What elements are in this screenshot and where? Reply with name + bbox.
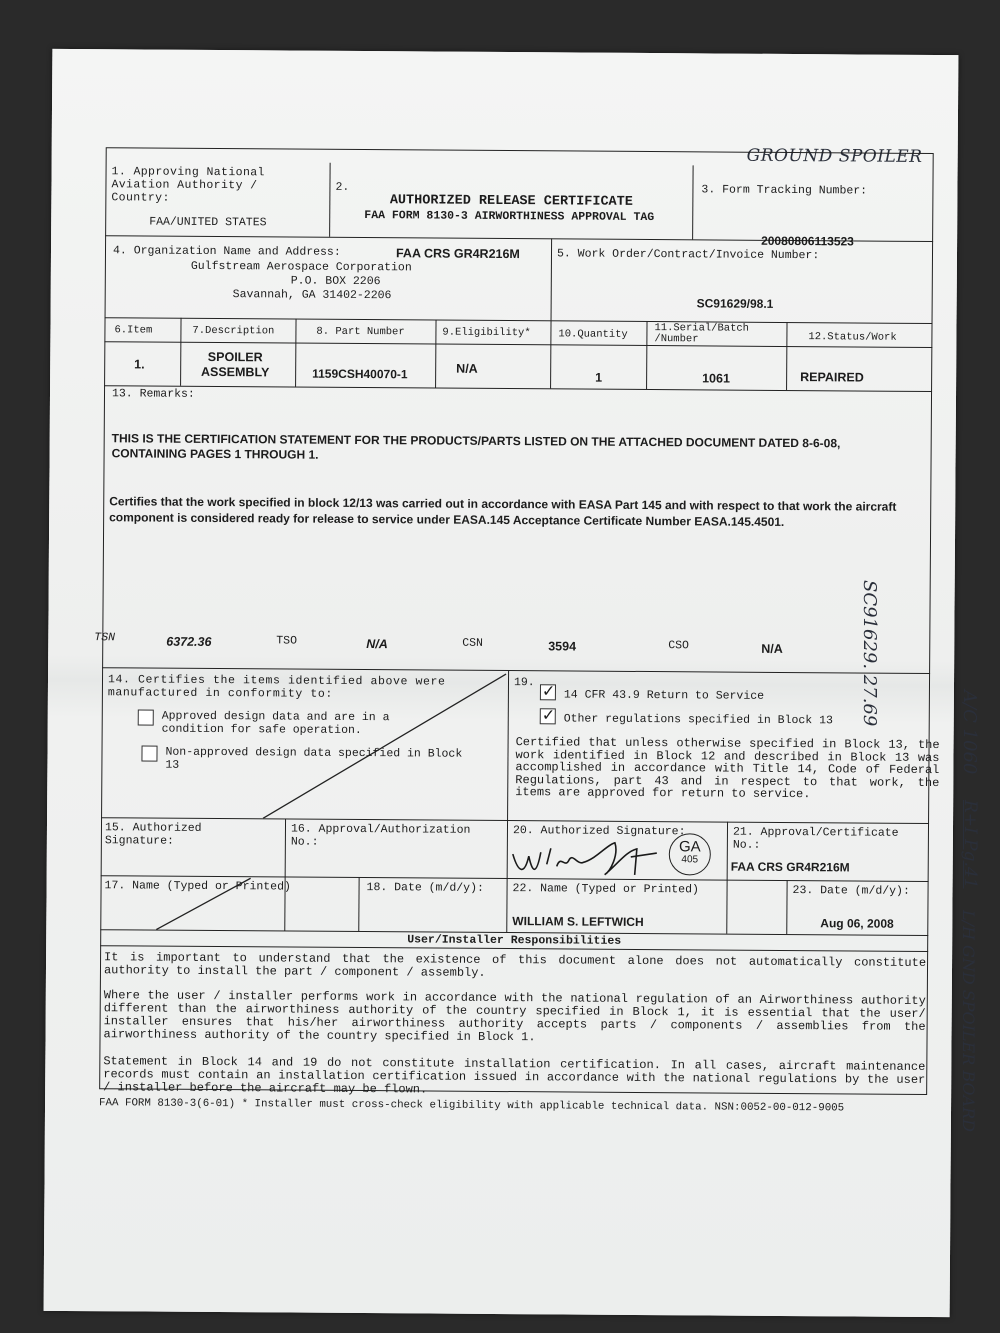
easa-statement: Certifies that the work specified in block 12/13 was carried out in accordance with EASA Part 145 and with respect to that work the aircraft component is considered ready for release to service under EASA.145 Acceptance Certificate Number EASA.145.4501.	[109, 494, 897, 529]
handwritten-note-top: GROUND SPOILER	[746, 145, 923, 167]
block2-number: 2.	[335, 180, 350, 194]
responsibilities-p2: Where the user / installer performs work in accordance with the national regulation of an Airworthiness authority different than the airworthiness authority of the country specified in Block 1, it is essential that the user/ installer ensures that his/her airworthiness authority accepts parts / components / assemblies from the airworthiness authority of the country specified in Block 1.	[103, 988, 926, 1045]
tso-label: TSO	[276, 634, 298, 648]
block1-label: 1. Approving National Aviation Authority / Country:	[111, 165, 265, 205]
block3-label: 3. Form Tracking Number:	[701, 183, 868, 198]
header-serial: 11.Serial/Batch /Number	[654, 322, 750, 346]
block19-opt1: 14 CFR 43.9 Return to Service	[563, 688, 765, 703]
block14-checkbox-approved[interactable]	[138, 709, 154, 725]
block16-label: 16. Approval/Authorization No.:	[290, 822, 471, 849]
header-status: 12.Status/Work	[808, 331, 897, 344]
header-quantity: 10.Quantity	[558, 328, 628, 341]
item-part-number: 1159CSH40070-1	[312, 366, 408, 382]
block19-checkbox-other[interactable]	[540, 705, 556, 725]
cso-label: CSO	[668, 639, 690, 653]
block4-certificate: FAA CRS GR4R216M	[395, 246, 520, 262]
csn-value: 3594	[548, 639, 577, 654]
certificate-paper	[44, 49, 959, 1317]
form-footer: FAA FORM 8130-3(6-01) * Installer must cross-check eligibility with applicable technical data. NSN:0052-00-012-9005	[99, 1097, 845, 1115]
form-tracking-number: 20080806113523	[761, 233, 854, 249]
block17-label: 17. Name (Typed or Printed)	[104, 879, 291, 894]
margin-note-page: R+I Pg.41	[960, 800, 980, 889]
responsibilities-p1: It is important to understand that the existence of this document alone does not automatically constitute authority to install the part / component / assembly.	[103, 950, 927, 980]
approval-certificate-number: FAA CRS GR4R216M	[730, 859, 850, 875]
item-eligibility: N/A	[456, 361, 478, 376]
responsibilities-title: User/Installer Responsibilities	[407, 933, 622, 948]
tsn-value: 6372.36	[166, 634, 212, 649]
block18-label: 18. Date (m/d/y):	[366, 881, 484, 895]
tsn-label: TSN	[94, 631, 116, 645]
signature-date: Aug 06, 2008	[820, 916, 894, 931]
certification-statement: THIS IS THE CERTIFICATION STATEMENT FOR THE PRODUCTS/PARTS LISTED ON THE ATTACHED DOCUMENT DATED 8-6-08, CONTAINING PAGES 1 THROUGH 1.	[111, 431, 841, 462]
form-title: AUTHORIZED RELEASE CERTIFICATE	[389, 193, 633, 210]
block19-label: 19.	[513, 676, 535, 690]
tso-value: N/A	[366, 637, 388, 652]
check-icon: ✓	[541, 681, 556, 701]
header-part-number: 8. Part Number	[316, 325, 405, 339]
block21-label: 21. Approval/Certificate No.:	[732, 825, 899, 852]
signature-graphic	[507, 834, 677, 881]
header-description: 7.Description	[192, 324, 275, 338]
item-status: REPAIRED	[800, 370, 864, 385]
work-order-number: SC91629/98.1	[696, 296, 774, 311]
responsibilities-p3: Statement in Block 14 and 19 do not constitute installation certification. In all cases, aircraft maintenance records must contain an installation certification issued in accordance with the national regulations by the user / installer before the aircraft may be flown.	[103, 1054, 926, 1097]
block22-label: 22. Name (Typed or Printed)	[512, 882, 699, 897]
cso-value: N/A	[761, 641, 783, 656]
header-item: 6.Item	[114, 324, 153, 337]
block14-label: 14. Certifies the items identified above were manufactured in conformity to:	[107, 673, 446, 701]
header-eligibility: 9.Eligibility*	[442, 326, 531, 340]
check-icon: ✓	[541, 705, 556, 725]
item-number: 1.	[134, 357, 145, 372]
stamp-text: GA	[678, 838, 701, 856]
ga-stamp	[669, 833, 711, 875]
org-name: Gulfstream Aerospace Corporation	[190, 259, 412, 275]
block14-opt1: Approved design data and are in a condition for safe operation.	[161, 709, 390, 738]
item-quantity: 1	[595, 370, 603, 385]
block4-label: 4. Organization Name and Address:	[112, 244, 341, 259]
margin-note-aircraft: A/C 1060	[959, 690, 980, 775]
block15-label: 15. Authorized Signature:	[104, 821, 202, 848]
block13-label: 13. Remarks:	[111, 387, 195, 401]
item-description: SPOILER ASSEMBLY	[200, 349, 270, 380]
margin-note-part: L/H GND SPOILER BOARD	[959, 910, 978, 1132]
org-po-box: P.O. BOX 2206	[290, 274, 381, 289]
csn-label: CSN	[462, 636, 484, 650]
block1-value: FAA/UNITED STATES	[149, 215, 267, 230]
block14-checkbox-nonapproved[interactable]	[141, 745, 157, 761]
block20-label: 20. Authorized Signature:	[512, 824, 686, 839]
signer-name: WILLIAM S. LEFTWICH	[512, 914, 644, 930]
block19-checkbox-cfr[interactable]	[540, 681, 556, 701]
org-city: Savannah, GA 31402-2206	[232, 288, 392, 303]
form-subtitle: FAA FORM 8130-3 AIRWORTHINESS APPROVAL TAG	[364, 209, 655, 225]
block23-label: 23. Date (m/d/y):	[792, 884, 910, 898]
block19-opt2: Other regulations specified in Block 13	[563, 712, 833, 728]
block5-label: 5. Work Order/Contract/Invoice Number:	[556, 247, 820, 263]
block14-opt2: Non-approved design data specified in Block 13	[165, 745, 463, 772]
block19-text: Certified that unless otherwise specified in Block 13, the work identified in Block 12 and described in Block 13 was accomplished in accordance with Title 14, Code of Federal Regulations, part 43 and in respect to that work, the items are approved for return to service.	[515, 735, 940, 802]
item-serial: 1061	[702, 371, 730, 386]
margin-note-work-order: SC91629. 27.69	[859, 580, 880, 727]
stamp-number: 405	[681, 854, 699, 866]
